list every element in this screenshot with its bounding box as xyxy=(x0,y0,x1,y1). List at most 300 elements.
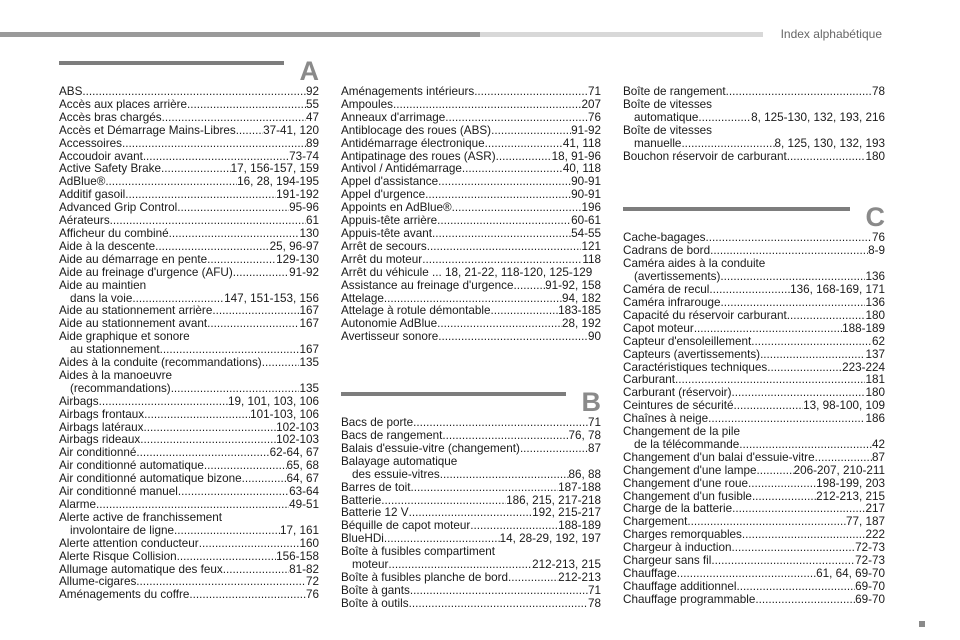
entry-term: Aménagements intérieurs xyxy=(341,85,475,98)
entry-pages: 180 xyxy=(865,149,885,163)
dot-leader xyxy=(474,86,588,99)
entry-pages: 64, 67 xyxy=(286,472,319,486)
entry-term: Airbags latéraux xyxy=(59,420,144,434)
entry-pages: 28, 192 xyxy=(562,317,601,331)
entry-term: Assistance au freinage d'urgence xyxy=(341,278,514,292)
entry-term: Chauffage xyxy=(623,567,677,580)
index-entry[interactable] xyxy=(623,86,885,99)
dot-leader xyxy=(681,138,774,151)
index-entry[interactable] xyxy=(623,426,885,452)
entry-pages: 63-64 xyxy=(289,485,319,499)
entry-term: Boîte à fusibles planche de bord xyxy=(341,571,508,584)
dot-leader xyxy=(242,473,287,486)
section-rule xyxy=(623,207,850,211)
entry-term: Airbags xyxy=(59,394,99,408)
entry-pages: 180 xyxy=(865,386,885,400)
entry-term: Air conditionné xyxy=(59,446,137,460)
entry-pages: 47 xyxy=(305,110,319,124)
index-entry[interactable] xyxy=(59,370,319,396)
entry-term: Changement de la pile xyxy=(623,425,740,439)
index-entry[interactable] xyxy=(341,546,601,572)
dot-leader xyxy=(742,529,866,542)
dot-leader xyxy=(732,542,856,555)
entry-pages: 222 xyxy=(865,528,885,542)
dot-leader xyxy=(393,99,582,112)
index-entry[interactable] xyxy=(59,409,319,422)
dot-leader xyxy=(233,267,289,280)
entry-term: Batterie 12 V xyxy=(341,506,409,520)
entry-pages: 65, 68 xyxy=(286,459,319,473)
index-entry[interactable] xyxy=(59,254,319,267)
index-entry[interactable] xyxy=(341,125,601,138)
entry-pages: 71 xyxy=(587,416,601,430)
entry-subterm: moteur xyxy=(352,558,389,572)
index-entry[interactable] xyxy=(341,280,601,293)
index-section xyxy=(341,57,601,344)
entry-term: Appuis-tête arrière xyxy=(341,214,438,228)
index-entry[interactable] xyxy=(59,138,319,151)
page-end-marker xyxy=(919,621,925,627)
entry-pages: 40, 118 xyxy=(562,162,601,176)
entry-term: Arrêt du véhicule ... 18, 21-22, 118-120, 125-129 xyxy=(341,265,593,279)
entry-subterm: des essuie-vitres xyxy=(352,467,440,481)
entry-subterm: (recommandations) xyxy=(70,381,171,395)
dot-leader xyxy=(162,112,306,125)
entry-term: Caméra de recul xyxy=(623,283,710,297)
entry-subterm: manuelle xyxy=(634,136,682,150)
dot-leader xyxy=(122,138,306,151)
entry-pages: 91-92, 158 xyxy=(545,278,601,292)
dot-leader xyxy=(187,99,306,112)
entry-pages: 8, 125, 130, 132, 193 xyxy=(774,136,885,150)
entry-pages: 212-213 xyxy=(558,571,601,584)
entry-term: Carburant (réservoir) xyxy=(623,386,732,400)
entry-term: Afficheur du combiné xyxy=(59,226,169,240)
entry-pages: 90-91 xyxy=(571,188,601,202)
entry-pages: 49-51 xyxy=(289,498,319,511)
entry-term: Charge de la batterie xyxy=(623,502,733,516)
entry-term: Changement d'un balai d'essuie-vitre xyxy=(623,450,815,464)
entry-term: Aide graphique et sonore xyxy=(59,330,190,344)
index-entry[interactable] xyxy=(59,512,319,538)
dot-leader xyxy=(752,491,816,504)
entry-pages: 180 xyxy=(865,308,885,322)
dot-leader xyxy=(438,331,588,344)
index-entry[interactable] xyxy=(341,86,601,99)
index-entry[interactable] xyxy=(341,267,601,280)
dot-leader xyxy=(177,202,289,215)
entry-pages: 71 xyxy=(587,583,601,597)
index-section xyxy=(59,57,319,602)
entry-term: Accessoires xyxy=(59,136,123,150)
dot-leader xyxy=(760,349,865,362)
entry-term: Balais d'essuie-vitre (changement) xyxy=(341,441,520,455)
dot-leader xyxy=(262,357,300,370)
entry-pages: 72-73 xyxy=(855,554,885,568)
entry-pages: 223-224 xyxy=(842,360,885,374)
entry-term: Boîte de rangement xyxy=(623,85,726,98)
entry-term: Chargement xyxy=(623,515,688,529)
index-entry[interactable] xyxy=(341,99,601,112)
entry-pages: 87 xyxy=(871,450,885,464)
section-header xyxy=(341,388,601,417)
dot-leader xyxy=(207,254,276,267)
entry-term: Boîte à fusibles compartiment xyxy=(341,545,495,559)
entry-term: Capteurs (avertissements) xyxy=(623,347,761,361)
entry-subterm: dans la voie xyxy=(70,291,133,305)
entry-term: Antidémarrage électronique xyxy=(341,136,485,150)
dot-leader xyxy=(174,525,280,538)
index-entry[interactable] xyxy=(341,482,601,495)
dot-leader xyxy=(212,305,299,318)
dot-leader xyxy=(677,568,816,581)
dot-leader xyxy=(178,486,289,499)
entry-term: Changement d'une roue xyxy=(623,476,749,490)
entry-pages: 137 xyxy=(865,347,885,361)
entry-pages: 130 xyxy=(299,226,319,240)
column-top-spacer xyxy=(623,57,885,86)
entry-pages: 147, 151-153, 156 xyxy=(224,291,319,305)
entry-pages: 118 xyxy=(582,252,601,266)
entry-term: Attelage xyxy=(341,291,384,305)
index-entry[interactable] xyxy=(623,297,885,310)
index-entry[interactable] xyxy=(623,323,885,336)
entry-term: Aménagements du coffre xyxy=(59,588,190,602)
dot-leader xyxy=(169,228,300,241)
index-entry[interactable] xyxy=(341,443,601,456)
entry-term: Capacité du réservoir carburant xyxy=(623,308,787,322)
entry-pages: 129-130 xyxy=(276,252,319,266)
index-entry[interactable] xyxy=(59,589,319,602)
entry-pages: 90 xyxy=(587,330,601,344)
entry-pages: 54-55 xyxy=(571,226,601,240)
dot-leader xyxy=(422,254,582,267)
dot-leader xyxy=(452,202,582,215)
dot-leader xyxy=(177,551,277,564)
index-entry[interactable] xyxy=(341,138,601,151)
dot-leader xyxy=(410,585,588,598)
dot-leader xyxy=(207,318,299,331)
entry-pages: 76, 78 xyxy=(568,429,601,443)
dot-leader xyxy=(706,232,872,245)
entry-pages: 8, 125-130, 132, 193, 216 xyxy=(751,110,885,124)
index-entry[interactable] xyxy=(59,551,319,564)
entry-term: Aides à la conduite (recommandations) xyxy=(59,356,262,370)
index-entry[interactable] xyxy=(623,99,885,125)
entry-term: Antiblocage des roues (ABS) xyxy=(341,123,492,137)
index-entry[interactable] xyxy=(59,241,319,254)
index-entry[interactable] xyxy=(59,396,319,409)
entry-pages: 207 xyxy=(581,97,601,111)
entry-term: Carburant xyxy=(623,373,675,387)
entry-term: Aide au démarrage en pente xyxy=(59,252,208,266)
dot-leader xyxy=(756,465,793,478)
section-rule xyxy=(341,392,566,396)
entry-pages: 183-185 xyxy=(558,304,601,318)
entry-term: ABS xyxy=(59,85,83,98)
dot-leader xyxy=(411,482,559,495)
entry-term: Alerte active de franchissement xyxy=(59,510,223,524)
index-entry[interactable] xyxy=(623,151,885,164)
index-entry[interactable] xyxy=(341,241,601,254)
index-entry[interactable] xyxy=(623,125,885,151)
entry-term: Antivol / Antidémarrage xyxy=(341,162,462,176)
dot-leader xyxy=(427,241,582,254)
entry-pages: 136 xyxy=(865,295,885,309)
entry-pages: 89 xyxy=(305,136,319,150)
index-entry[interactable] xyxy=(59,499,319,512)
index-entry[interactable] xyxy=(59,357,319,370)
entry-term: Aide au maintien xyxy=(59,278,147,292)
index-entry[interactable] xyxy=(59,486,319,499)
entry-pages: 61, 64, 69-70 xyxy=(816,567,885,580)
entry-pages: 8-9 xyxy=(868,244,885,258)
entry-term: Aide au stationnement arrière xyxy=(59,304,213,318)
entry-pages: 60-61 xyxy=(571,214,601,228)
entry-pages: 217 xyxy=(865,502,885,516)
entry-pages: 136, 168-169, 171 xyxy=(790,283,885,297)
index-entry[interactable] xyxy=(59,228,319,241)
index-entry[interactable] xyxy=(623,349,885,362)
entry-pages: 87 xyxy=(587,441,601,455)
entry-pages: 196 xyxy=(581,201,601,215)
dot-leader xyxy=(143,422,276,435)
dot-leader xyxy=(694,323,842,336)
entry-subterm: de la télécommande xyxy=(634,437,740,451)
index-section xyxy=(341,344,601,611)
dot-leader xyxy=(437,318,562,331)
entry-term: Alerte Risque Collision xyxy=(59,549,177,563)
entry-term: Appoints en AdBlue® xyxy=(341,201,452,215)
index-entry[interactable] xyxy=(59,99,319,112)
index-entry[interactable] xyxy=(623,568,885,581)
entry-pages: 192, 215-217 xyxy=(532,506,601,520)
entry-term: Alarme xyxy=(59,498,97,511)
entry-pages: 167 xyxy=(299,317,319,331)
entry-term: Accoudoir avant xyxy=(59,149,143,163)
index-entry[interactable] xyxy=(623,310,885,323)
entry-pages: 92 xyxy=(305,85,319,98)
dot-leader xyxy=(409,598,588,611)
index-entry[interactable] xyxy=(59,331,319,357)
entry-term: Caméra infrarouge xyxy=(623,295,721,309)
dot-leader xyxy=(189,589,306,602)
entry-pages: 167 xyxy=(299,304,319,318)
dot-leader xyxy=(755,594,855,607)
entry-term: Air conditionné automatique bizone xyxy=(59,472,242,486)
entry-pages: 136 xyxy=(865,270,885,284)
entry-pages: 191-192 xyxy=(276,188,319,202)
entry-pages: 69-70 xyxy=(855,579,885,593)
entry-pages: 90-91 xyxy=(571,175,601,189)
entry-term: Batterie xyxy=(341,493,382,507)
index-entry[interactable] xyxy=(59,538,319,551)
column-top-spacer xyxy=(341,57,601,86)
entry-term: Boîte de vitesses xyxy=(623,97,713,111)
entry-pages: 206-207, 210-211 xyxy=(793,463,885,477)
index-entry[interactable] xyxy=(341,585,601,598)
entry-pages: 14, 28-29, 192, 197 xyxy=(499,532,601,546)
index-column-1 xyxy=(59,57,319,602)
entry-term: Avertisseur sonore xyxy=(341,330,439,344)
entry-pages: 156-158 xyxy=(276,549,319,563)
entry-pages: 37-41, 120 xyxy=(263,123,319,137)
entry-term: Antipatinage des roues (ASR) xyxy=(341,149,496,163)
entry-term: Airbags rideaux xyxy=(59,433,141,447)
entry-pages: 62-64, 67 xyxy=(269,446,319,460)
index-entry[interactable] xyxy=(59,112,319,125)
entry-term: Arrêt de secours xyxy=(341,239,427,253)
dot-leader xyxy=(438,176,571,189)
entry-term: Chaînes à neige xyxy=(623,412,709,426)
index-entry[interactable] xyxy=(59,125,319,138)
dot-leader xyxy=(236,125,263,138)
entry-term: Advanced Grip Control xyxy=(59,201,178,215)
section-letter: A xyxy=(299,56,319,86)
entry-term: Barres de toit xyxy=(341,480,411,494)
entry-term: Balayage automatique xyxy=(341,454,458,468)
entry-pages: 18, 91-96 xyxy=(551,149,601,163)
dot-leader xyxy=(440,469,569,482)
section-spacer xyxy=(341,344,601,388)
dot-leader xyxy=(223,564,289,577)
entry-pages: 102-103 xyxy=(276,433,319,447)
entry-pages: 186 xyxy=(865,412,885,426)
entry-term: AdBlue® xyxy=(59,175,106,189)
entry-pages: 25, 96-97 xyxy=(269,239,319,253)
entry-pages: 16, 28, 194-195 xyxy=(237,175,319,189)
entry-term: Appel d'assistance xyxy=(341,175,439,189)
dot-leader xyxy=(733,400,803,413)
dot-leader xyxy=(490,305,558,318)
entry-pages: 91-92 xyxy=(571,123,601,137)
index-section xyxy=(623,57,885,163)
entry-pages: 188-189 xyxy=(558,519,601,533)
entry-term: Cache-bagages xyxy=(623,231,706,245)
entry-pages: 42 xyxy=(871,437,885,451)
entry-term: Chargeur à induction xyxy=(623,541,732,555)
dot-leader xyxy=(155,241,269,254)
entry-term: Boîte à outils xyxy=(341,596,409,610)
entry-subterm: automatique xyxy=(634,110,699,124)
entry-pages: 78 xyxy=(587,596,601,610)
entry-pages: 62 xyxy=(871,334,885,348)
section-header xyxy=(59,57,319,86)
entry-pages: 17, 156-157, 159 xyxy=(230,162,319,176)
entry-term: BlueHDi xyxy=(341,532,384,546)
entry-subterm: involontaire de ligne xyxy=(70,523,174,537)
entry-pages: 17, 161 xyxy=(280,523,319,537)
index-entry[interactable] xyxy=(341,456,601,482)
index-entry[interactable] xyxy=(341,228,601,241)
entry-term: Air conditionné manuel xyxy=(59,485,178,499)
entry-term: Caractéristiques techniques xyxy=(623,360,768,374)
entry-pages: 121 xyxy=(581,239,601,253)
entry-term: Bacs de rangement xyxy=(341,429,443,443)
entry-pages: 95-96 xyxy=(289,201,319,215)
entry-pages: 160 xyxy=(299,536,319,550)
dot-leader xyxy=(737,581,856,594)
entry-pages: 13, 98-100, 109 xyxy=(803,399,885,413)
index-entry[interactable] xyxy=(341,572,601,585)
entry-term: Additif gasoil xyxy=(59,188,126,202)
entry-pages: 78 xyxy=(871,85,885,98)
dot-leader xyxy=(140,434,276,447)
entry-pages: 102-103 xyxy=(276,420,319,434)
dot-leader xyxy=(767,362,842,375)
entry-pages: 76 xyxy=(871,231,885,245)
entry-term: Aérateurs xyxy=(59,214,110,228)
entry-term: Airbags frontaux xyxy=(59,407,145,421)
entry-term: Arrêt du moteur xyxy=(341,252,423,266)
entry-term: Ampoules xyxy=(341,97,393,111)
entry-pages: 72 xyxy=(305,575,319,589)
entry-term: Autonomie AdBlue xyxy=(341,317,438,331)
entry-pages: 181 xyxy=(865,373,885,387)
index-entry[interactable] xyxy=(341,331,601,344)
dot-leader xyxy=(520,443,588,456)
dot-leader xyxy=(698,112,751,125)
index-entry[interactable] xyxy=(623,478,885,491)
entry-pages: 94, 182 xyxy=(562,291,601,305)
entry-subterm: (avertissements) xyxy=(634,270,721,284)
entry-pages: 55 xyxy=(305,97,319,111)
entry-pages: 135 xyxy=(299,381,319,395)
entry-pages: 198-199, 203 xyxy=(816,476,885,490)
index-entry[interactable] xyxy=(341,112,601,125)
page-title: Index alphabétique xyxy=(780,27,882,41)
index-entry[interactable] xyxy=(341,430,601,443)
entry-pages: 19, 101, 103, 106 xyxy=(228,394,319,408)
index-entry[interactable] xyxy=(59,267,319,280)
dot-leader xyxy=(442,430,568,443)
entry-pages: 167 xyxy=(299,343,319,357)
index-entry[interactable] xyxy=(341,598,601,611)
index-entry[interactable] xyxy=(623,336,885,349)
index-entry[interactable] xyxy=(623,594,885,607)
entry-subterm: au stationnement xyxy=(70,343,160,357)
entry-term: Allumage automatique des feux xyxy=(59,562,223,576)
entry-term: Accès bras chargés xyxy=(59,110,162,124)
index-section xyxy=(623,163,885,606)
entry-term: Béquille de capot moteur xyxy=(341,519,471,533)
dot-leader xyxy=(171,383,300,396)
entry-pages: 61 xyxy=(305,214,319,228)
index-entry[interactable] xyxy=(59,86,319,99)
entry-pages: 81-82 xyxy=(289,562,319,576)
entry-pages: 72-73 xyxy=(855,541,885,555)
index-entry[interactable] xyxy=(623,581,885,594)
dot-leader xyxy=(787,151,866,164)
index-entry[interactable] xyxy=(341,254,601,267)
entry-term: Chauffage programmable xyxy=(623,592,756,606)
entry-term: Air conditionné automatique xyxy=(59,459,204,473)
dot-leader xyxy=(445,112,588,125)
section-header xyxy=(623,203,885,232)
dot-leader xyxy=(726,86,872,99)
index-entry[interactable] xyxy=(623,465,885,478)
entry-term: Chauffage additionnel xyxy=(623,579,737,593)
index-entry[interactable] xyxy=(623,258,885,284)
dot-leader xyxy=(513,280,545,293)
index-column-3 xyxy=(623,57,885,607)
entry-pages: 101-103, 106 xyxy=(250,407,319,421)
index-entry[interactable] xyxy=(59,280,319,306)
dot-leader xyxy=(491,125,571,138)
index-entry[interactable] xyxy=(623,452,885,465)
dot-leader xyxy=(437,215,571,228)
dot-leader xyxy=(432,228,571,241)
